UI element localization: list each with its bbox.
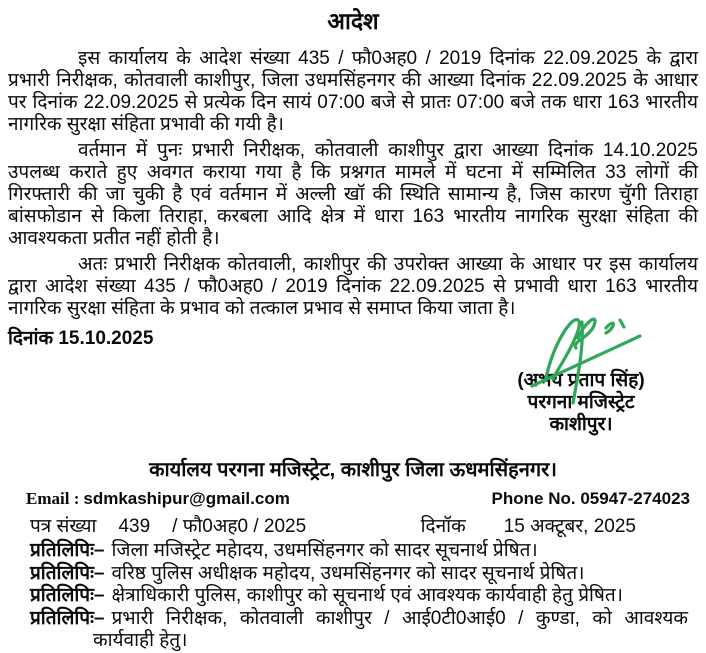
letter-reference: / फौ0अह0 / 2025 [172,516,307,537]
order-paragraph-3: अतः प्रभारी निरीक्षक कोतवाली, काशीपुर की उपरोक्त आख्या के आधार पर इस कार्यालय द्वारा आदेश संख्या 435 / फौ0अह0 / 2019 दिनांक 22.09.2025 से प्रभावी धारा 163 भारतीय नागरिक सुरक्षा संहिता के प्रभाव को तत्काल प्रभाव से समाप्त किया जाता है। [8,254,698,319]
copy-text: जिला मजिस्ट्रेट महेादय, उधमसिंहनगर को सादर सूचनार्थ प्रेषित। [111,540,538,561]
reference-row [30,515,698,538]
signatory-place: काशीपुर। [549,414,613,435]
email-address: sdmkashipur@gmail.com [83,489,290,508]
copy-label: प्रतिलिपिः– [30,540,105,561]
signature-block [496,370,666,436]
copy-text: प्रभारी निरीक्षक, कोतवाली काशीपुर / आई0टी0आई0 / कुण्डा, को आवश्यक कार्यवाही हेतु। [93,607,688,651]
letter-number-label: पत्र संख्या [30,516,97,537]
letter-number-value: 439 [118,516,151,537]
signatory-designation: परगना मजिस्ट्रेट [527,392,635,413]
phone-number: Phone No. 05947-274023 [491,489,690,508]
office-heading: कार्यालय परगना मजिस्ट्रेट, काशीपुर जिला ऊधमसिंहनगर। [149,459,557,481]
signatory-name: (अभय प्रताप सिंह) [517,370,645,391]
order-paragraph-1: इस कार्यालय के आदेश संख्या 435 / फौ0अह0 / 2019 दिनांक 22.09.2025 के द्वारा प्रभारी निरीक्षक, कोतवाली काशीपुर, जिला उधमसिंहनगर की आख्या दिनांक 22.09.2025 के आधार पर दिनांक 22.09.2025 से प्रत्येक दिन सायं 07:00 बजे से प्रातः 07:00 बजे तक धारा 163 भारतीय नागरिक सुरक्षा संहिता प्रभावी की गयी है। [8,48,698,135]
copy-line-4 [30,608,688,653]
copy-label: प्रतिलिपिः– [30,562,105,584]
copy-line-1 [30,540,688,563]
copy-label: प्रतिलिपिः– [30,607,105,629]
copy-line-3 [30,585,688,608]
contact-row [26,488,690,509]
reference-date-label: दिनॉक [420,516,466,537]
copy-label: प्रतिलिपिः– [30,585,105,606]
copy-text: क्षेत्राधिकारी पुलिस, काशीपुर को सूचनार्थ एवं आवश्यक कार्यवाही हेतु प्रेषित। [111,585,623,606]
reference-date-value: 15 अक्टूबर, 2025 [503,516,636,537]
copy-line-2 [30,563,688,586]
order-date-line: दिनांक 15.10.2025 [8,328,154,349]
email-label: Email : [26,489,80,508]
copy-text: वरिष्ठ पुलिस अधीक्षक महोदय, उधमसिंहनगर को सादर सूचनार्थ प्रेषित। [111,562,585,584]
reference-date [421,515,636,538]
email-line [26,488,290,509]
copies-section [30,540,688,653]
order-paragraph-2: वर्तमान में पुनः प्रभारी निरीक्षक, कोतवाली काशीपुर द्वारा आख्या दिनांक 14.10.2025 उपलब्ध कराते हुए अवगत कराया गया है कि प्रश्नगत मामले में घटना में सम्मिलित 33 लोगों की गिरफ्तारी की जा चुकी है एवं वर्तमान में अल्ली खॉ की स्थिति सामान्य है, जिस कारण चुॅगी तिराहा बांसफोडान से किला तिराहा, करबला आदि क्षेत्र में धारा 163 भारतीय नागरिक सुरक्षा संहिता की आवश्यकता प्रतीत नहीं होती है। [8,140,698,249]
page-title: आदेश [327,8,379,34]
